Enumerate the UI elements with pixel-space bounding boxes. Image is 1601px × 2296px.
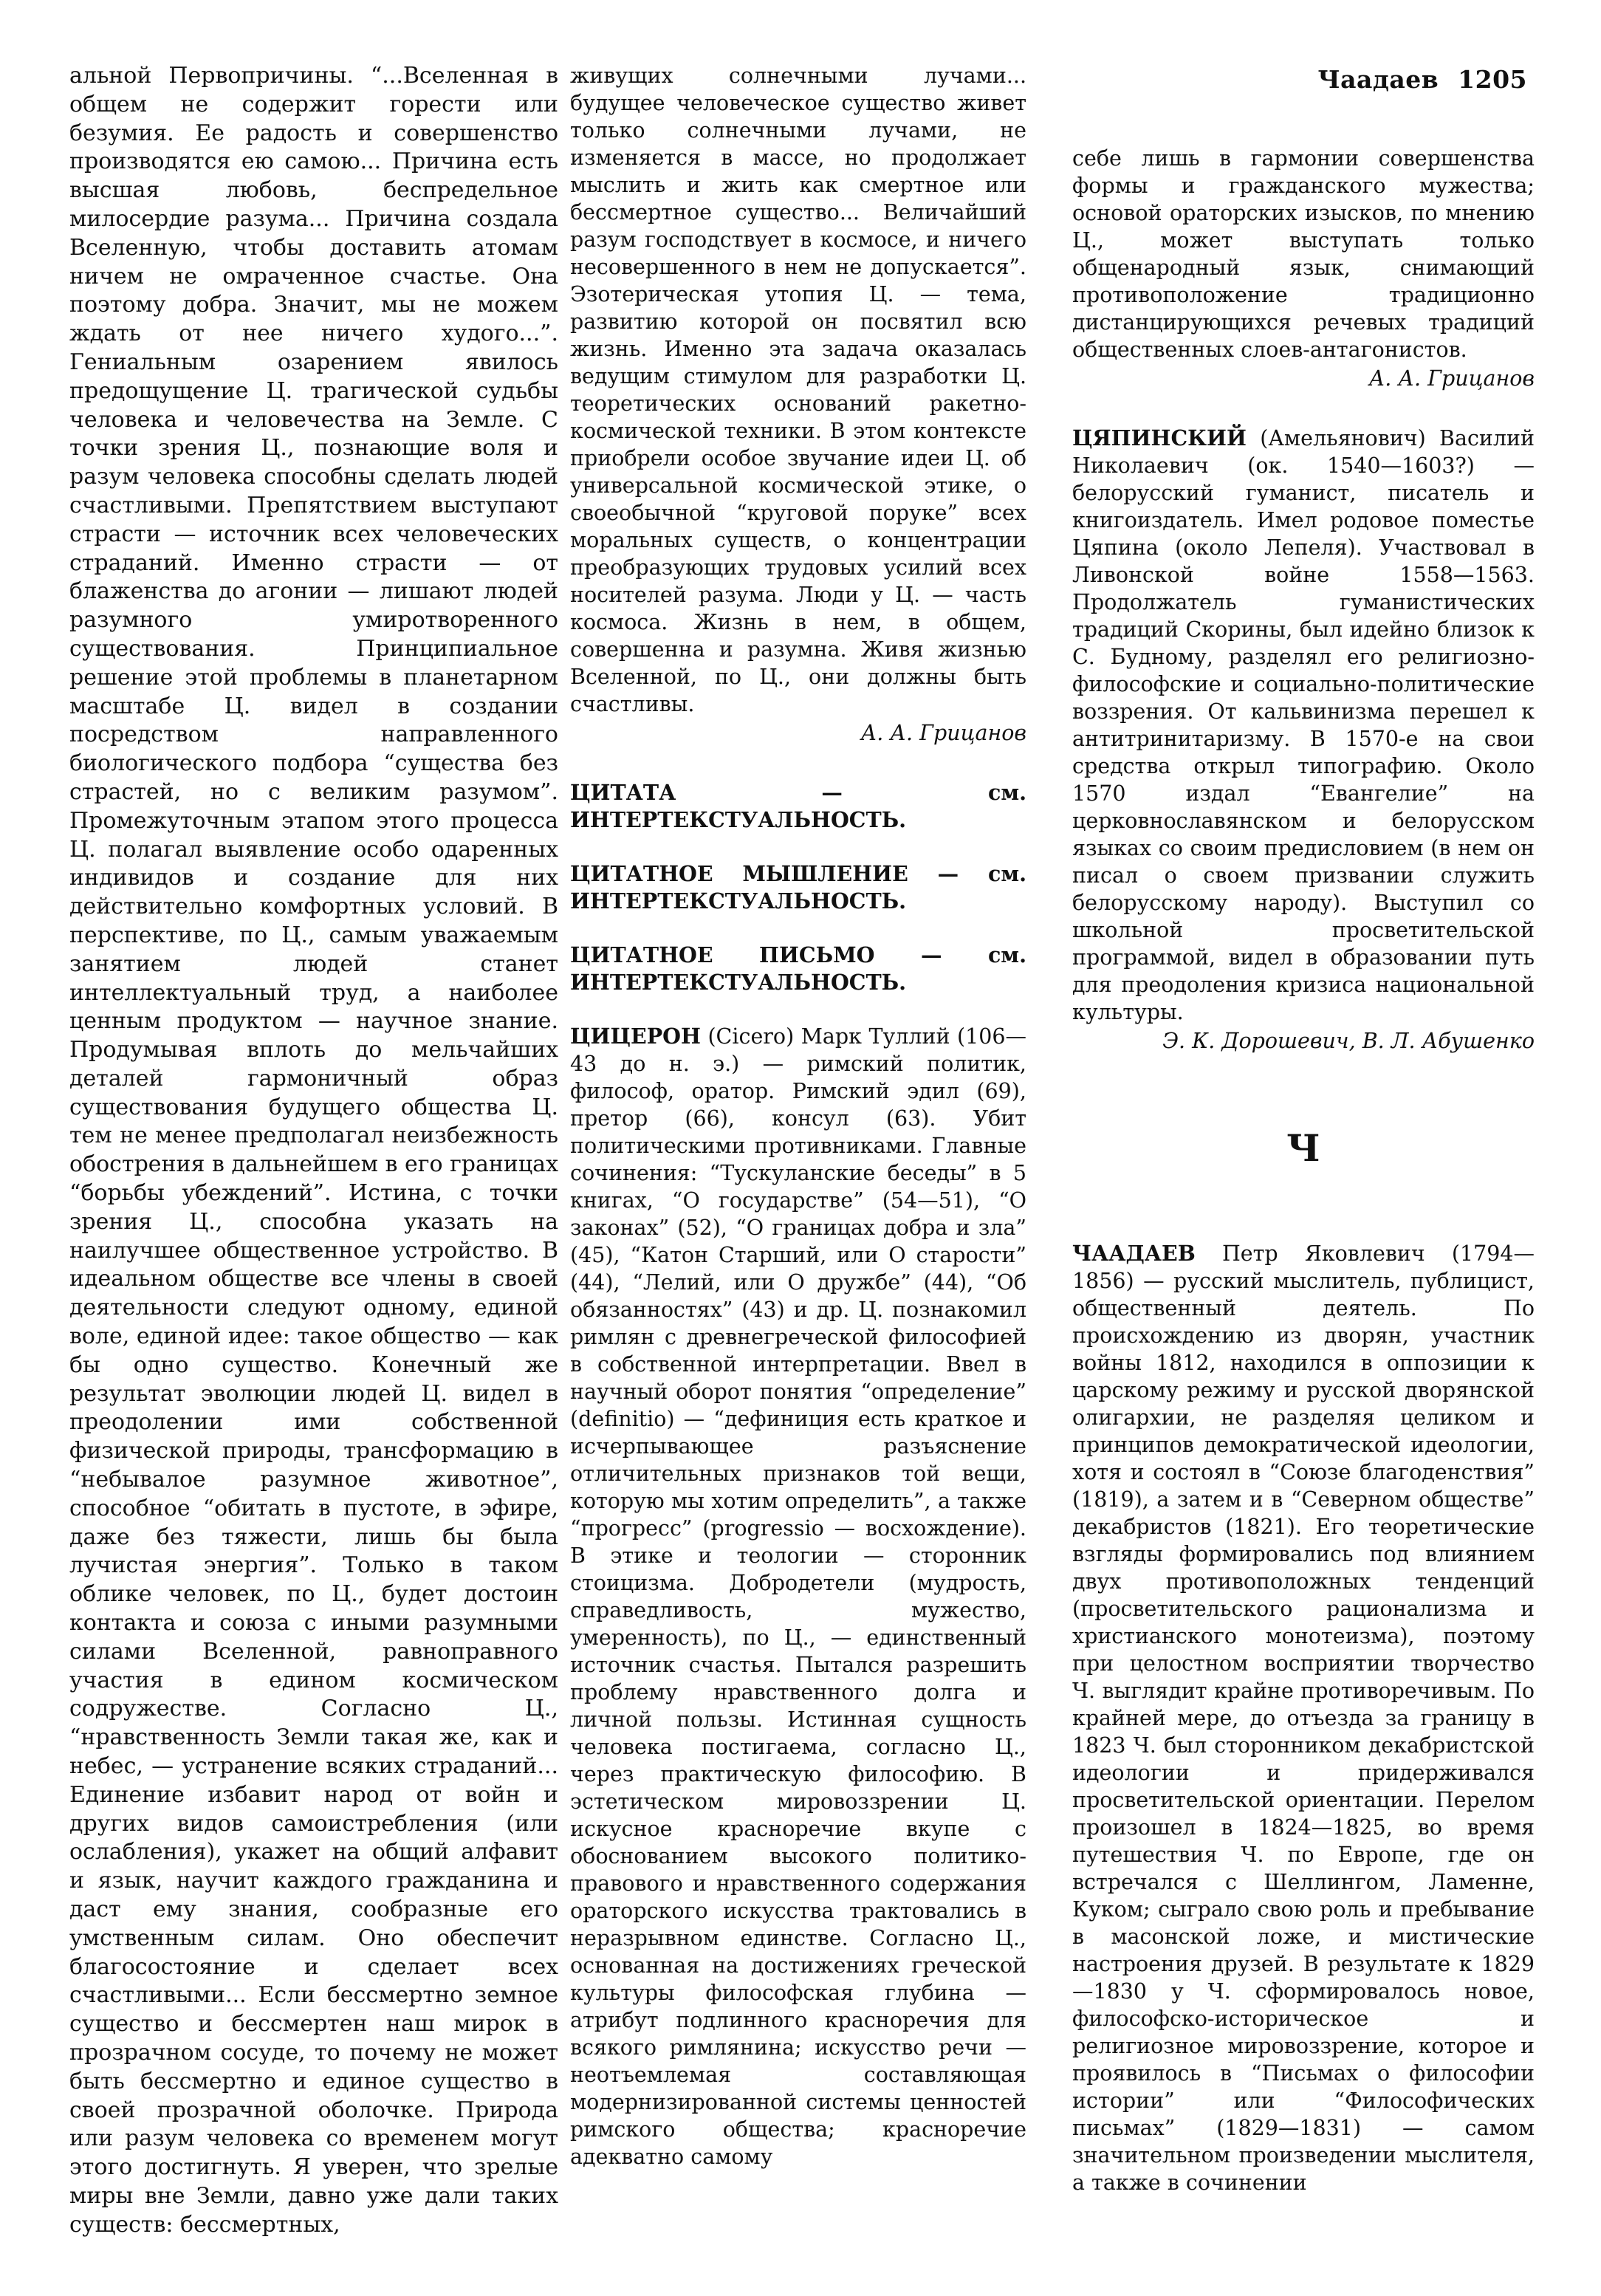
cross-reference-tsitata: ЦИТАТА — см. ИНТЕРТЕКСТУАЛЬНОСТЬ. [570,780,1026,832]
cross-reference-tsitatnoe-pismo: ЦИТАТНОЕ ПИСЬМО — см. ИНТЕРТЕКСТУАЛЬНОСТЬ. [570,942,1026,995]
entry-body: (Амельянович) Василий Николаевич (ок. 1540—1603?) — белорусский гуманист, писатель и книгоиздатель. Имел родовое поместье Цяпина (около Лепеля). Участвовал в Ливонской войне 1558—1563. Продолжатель гуманистических традиций Скорины, был идейно близок к С. Будному, разделял его религиозно-философские и социально-политические воззрения. От кальвинизма перешел к антитринитаризму. В 1570-е на свои средства открыл типографию. Около 1570 издал “Евангелие” на церковнославянском и белорусском языках со своим предисловием (в нем он писал о своем призвании служить белорусскому народу). Выступил со школьной просветительской программой, видел в образовании путь для преодоления кризиса национальной культуры. [1072,426,1535,1024]
page-number: 1205 [1458,65,1527,94]
column-3 [1072,145,1535,2196]
running-header [1307,65,1527,94]
article-text: альной Первопричины. “...Вселенная в общем не содержит горести или безумия. Ее радость и совершенство производятся ею самою... Причина есть высшая любовь, беспредельное милосердие разума... Причина создала Вселенную, чтобы доставить атомам ничем не омраченное счастье. Она поэтому добра. Значит, мы не можем ждать от нее ничего худого...”. Гениальным озарением явилось предощущение Ц. трагической судьбы человека и человечества на Земле. С точки зрения Ц., познающие воля и разум человека способны сделать людей счастливыми. Препятствием выступают страсти — источник всех человеческих страданий. Именно страсти — от блаженства до агонии — лишают людей разумного умиротворенного существования. Принципиальное решение этой проблемы в планетарном масштабе Ц. видел в создании посредством направленного биологического подбора “существа без страстей, но с великим разумом”. Промежуточным этапом этого процесса Ц. полагал выявление особо одаренных индивидов и создание для них действительно комфортных условий. В перспективе, по Ц., самым уважаемым занятием людей станет интеллектуальный труд, а наиболее ценным продуктом — научное знание. Продумывая вплоть до мельчайших деталей гармоничный образ существования будущего общества Ц. тем не менее предполагал неизбежность обострения в дальнейшем в его границах “борьбы убеждений”. Истина, с точки зрения Ц., способна указать на наилучшее общественное устройство. В идеальном обществе все члены в своей деятельности следуют одному, единой воле, единой идее: такое общество — как бы одно существо. Конечный же результат эволюции людей Ц. видел в преодолении ими собственной физической природы, трансформацию в “небывалое разумное животное”, способное “обитать в пустоте, в эфире, даже без тяжести, лишь бы была лучистая энергия”. Только в таком облике человек, по Ц., будет достоин контакта и союза с иными разумными силами Вселенной, равноправного участия в едином космическом содружестве. Согласно Ц., “нравственность Земли такая же, как и небес, — устранение всяких страданий... Единение избавит народ от войн и других видов самоистребления (или ослабления), укажет на общий алфавит и язык, научит каждого гражданина и даст ему знания, сообразные его умственным силам. Оно обеспечит благосостояние и сделает всех счастливыми... Если бессмертно земное существо и бессмертен наш мирок в прозрачном сосуде, то почему не может быть бессмертно и единое существо в своей прозрачной оболочке. Природа или разум человека со временем могут этого достигнуть. Я уверен, что зрелые миры вне Земли, давно уже дали таких существ: бессмертных, [69,63,558,2238]
author-signature: А. А. Грицанов [1368,366,1535,391]
column-2 [570,62,1026,2170]
column-1 [69,62,558,2240]
entry-term: ЧААДАЕВ [1072,1241,1196,1266]
entry-body: Петр Яковлевич (1794—1856) — русский мыслитель, публицист, общественный деятель. По происхождению из дворян, участник войны 1812, находился в оппозиции к царскому режиму и русской дворянской олигархии, не разделяя целиком и принципов демократической идеологии, хотя и состоял в “Союзе благоденствия” (1819), а затем и в “Северном обществе” декабристов (1821). Его теоретические взгляды формировались под влиянием двух противоположных тенденций (просветительского рационализма и христианского монотеизма), поэтому при целостном восприятии творчество Ч. выглядит крайне противоречивым. По крайней мере, до отъезда за границу в 1823 Ч. был сторонником декабристской идеологии и придерживался просветительской ориентации. Перелом произошел в 1824—1825, во время путешествия Ч. по Европе, где он встречался с Шеллингом, Ламенне, Куком; сыграло свою роль и пребывание в масонской ложе, и мистические настроения друзей. В результате к 1829—1830 у Ч. сформировалось новое, философско-историческое и религиозное мировоззрение, которое и проявилось в “Письмах о философии истории” или “Философических письмах” (1829—1831) — самом значительном произведении мыслителя, а также в сочинении [1072,1241,1535,2195]
section-letter: Ч [1286,1126,1320,1170]
entry-body: (Cicero) Марк Туллий (106—43 до н. э.) — римский политик, философ, оратор. Римский эдил (69), претор (66), консул (63). Убит политическими противниками. Главные сочинения: “Тускуланские беседы” в 5 книгах, “О государстве” (54—51), “О законах” (52), “О границах добра и зла” (45), “Катон Старший, или О старости” (44), “Лелий, или О дружбе” (44), “Об обязанностях” (43) и др. Ц. познакомил римлян с древнегреческой философией в собственной интерпретации. Ввел в научный оборот понятия “определение” (definitio) — “дефиниция есть краткое и исчерпывающее разъяснение отличительных признаков той вещи, которую мы хотим определить”, а также “прогресс” (progressio — восхождение). В этике и теологии — сторонник стоицизма. Добродетели (мудрость, справедливость, мужество, умеренность), по Ц., — единственный источник счастья. Пытался разрешить проблему нравственного долга и личной пользы. Истинная сущность человека постигаема, согласно Ц., через практическую философию. В эстетическом мировоззрении Ц. искусное красноречие вкупе с обоснованием высокого политико-правового и нравственного содержания ораторского искусства трактовались в неразрывном единстве. Согласно Ц., основанная на достижениях греческой культуры философская глубина — атрибут подлинного красноречия для всякого римлянина; искусство речи — неотъемлемая составляющая модернизированной системы ценностей римского общества; красноречие адекватно самому [570,1024,1026,2169]
author-signature: А. А. Грицанов [860,721,1026,745]
entry-tsyapinsky [1072,425,1535,1026]
entry-cicero [570,1023,1026,2170]
header-title: Чаадаев [1317,65,1439,94]
entry-term: ЦИЦЕРОН [570,1024,701,1049]
author-signature: Э. К. Дорошевич, В. Л. Абушенко [1162,1029,1535,1053]
entry-term: ЦЯПИНСКИЙ [1072,425,1247,450]
entry-chaadaev [1072,1240,1535,2196]
article-text: себе лишь в гармонии совершенства формы и гражданского мужества; основой ораторских изысков, по мнению Ц., может выступать только общенародный язык, снимающий противоположение традиционно дистанцирующихся речевых традиций общественных слоев-антагонистов. [1072,146,1535,362]
cross-reference-tsitatnoe-myshlenie: ЦИТАТНОЕ МЫШЛЕНИЕ — см. ИНТЕРТЕКСТУАЛЬНОСТЬ. [570,861,1026,914]
article-text: живущих солнечными лучами... будущее человеческое существо живет только солнечными лучами, не изменяется в массе, но продолжает мыслить и жить как смертное или бессмертное существо... Величайший разум господствует в космосе, и ничего несовершенного в нем не допускается”. Эзотерическая утопия Ц. — тема, развитию которой он посвятил всю жизнь. Именно эта задача оказалась ведущим стимулом для разработки Ц. теоретических оснований ракетно-космической техники. В этом контексте приобрели особое звучание идеи Ц. об универсальной космической этике, о своеобычной “круговой поруке” всех моральных существ, о концентрации преобразующих трудовых усилий всех носителей разума. Люди у Ц. — часть космоса. Жизнь в нем, в общем, совершенна и разумна. Живя жизнью Вселенной, по Ц., они должны быть счастливы. [570,64,1026,716]
